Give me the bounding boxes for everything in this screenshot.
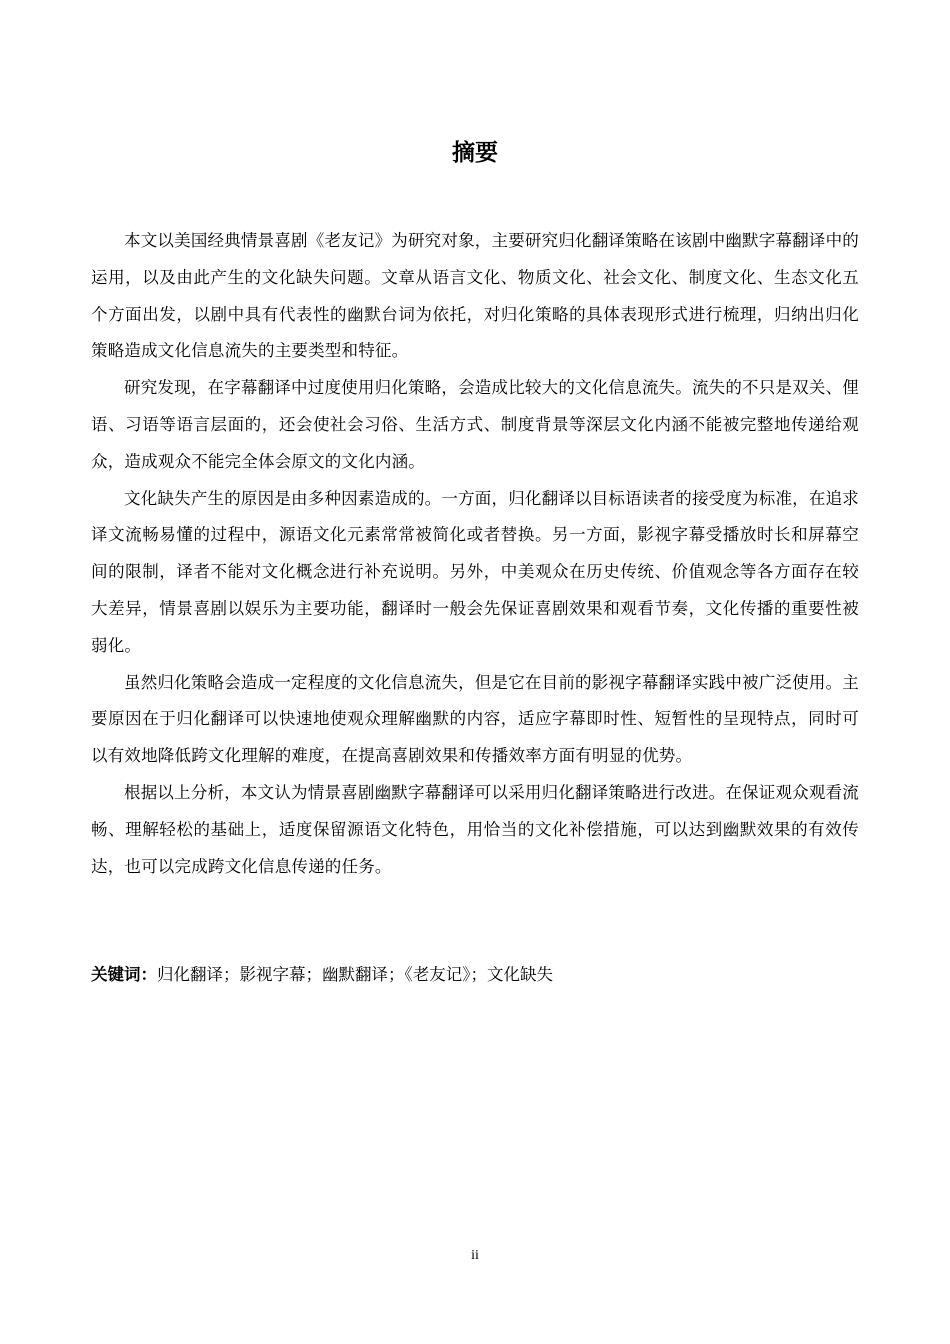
keywords-text: 归化翻译；影视字幕；幽默翻译；《老友记》；文化缺失 xyxy=(157,965,553,984)
page-number: ii xyxy=(471,1248,479,1263)
abstract-paragraph-2: 研究发现，在字幕翻译中过度使用归化策略，会造成比较大的文化信息流失。流失的不只是双关、俚语、习语等语言层面的，还会使社会习俗、生活方式、制度背景等深层文化内涵不能被完整地传递给观众，造成观众不能完全体会原文的文化内涵。 xyxy=(91,378,859,471)
abstract-body xyxy=(91,223,859,885)
abstract-paragraph-4: 虽然归化策略会造成一定程度的文化信息流失，但是它在目前的影视字幕翻译实践中被广泛使用。主要原因在于归化翻译可以快速地使观众理解幽默的内容，适应字幕即时性、短暂性的呈现特点，同时可以有效地降低跨文化理解的难度，在提高喜剧效果和传播效率方面有明显的优势。 xyxy=(91,672,859,766)
abstract-paragraph-5: 根据以上分析，本文认为情景喜剧幽默字幕翻译可以采用归化翻译策略进行改进。在保证观众观看流畅、理解轻松的基础上，适度保留源语文化特色，用恰当的文化补偿措施，可以达到幽默效果的有效传达，也可以完成跨文化信息传递的任务。 xyxy=(91,782,859,876)
abstract-title: 摘要 xyxy=(452,140,498,166)
abstract-paragraph-3: 文化缺失产生的原因是由多种因素造成的。一方面，归化翻译以目标语读者的接受度为标准，在追求译文流畅易懂的过程中，源语文化元素常常被简化或者替换。另一方面，影视字幕受播放时长和屏幕空间的限制，译者不能对文化概念进行补充说明。另外，中美观众在历史传统、价值观念等各方面存在较大差异，情景喜剧以娱乐为主要功能，翻译时一般会先保证喜剧效果和观看节奏，文化传播的重要性被弱化。 xyxy=(91,488,859,655)
keywords-line xyxy=(91,960,859,990)
keywords-label: 关键词： xyxy=(91,965,157,984)
abstract-paragraph-1: 本文以美国经典情景喜剧《老友记》为研究对象，主要研究归化翻译策略在该剧中幽默字幕翻译中的运用，以及由此产生的文化缺失问题。文章从语言文化、物质文化、社会文化、制度文化、生态文化五个方面出发，以剧中具有代表性的幽默台词为依托，对归化策略的具体表现形式进行梳理，归纳出归化策略造成文化信息流失的主要类型和特征。 xyxy=(91,231,859,361)
